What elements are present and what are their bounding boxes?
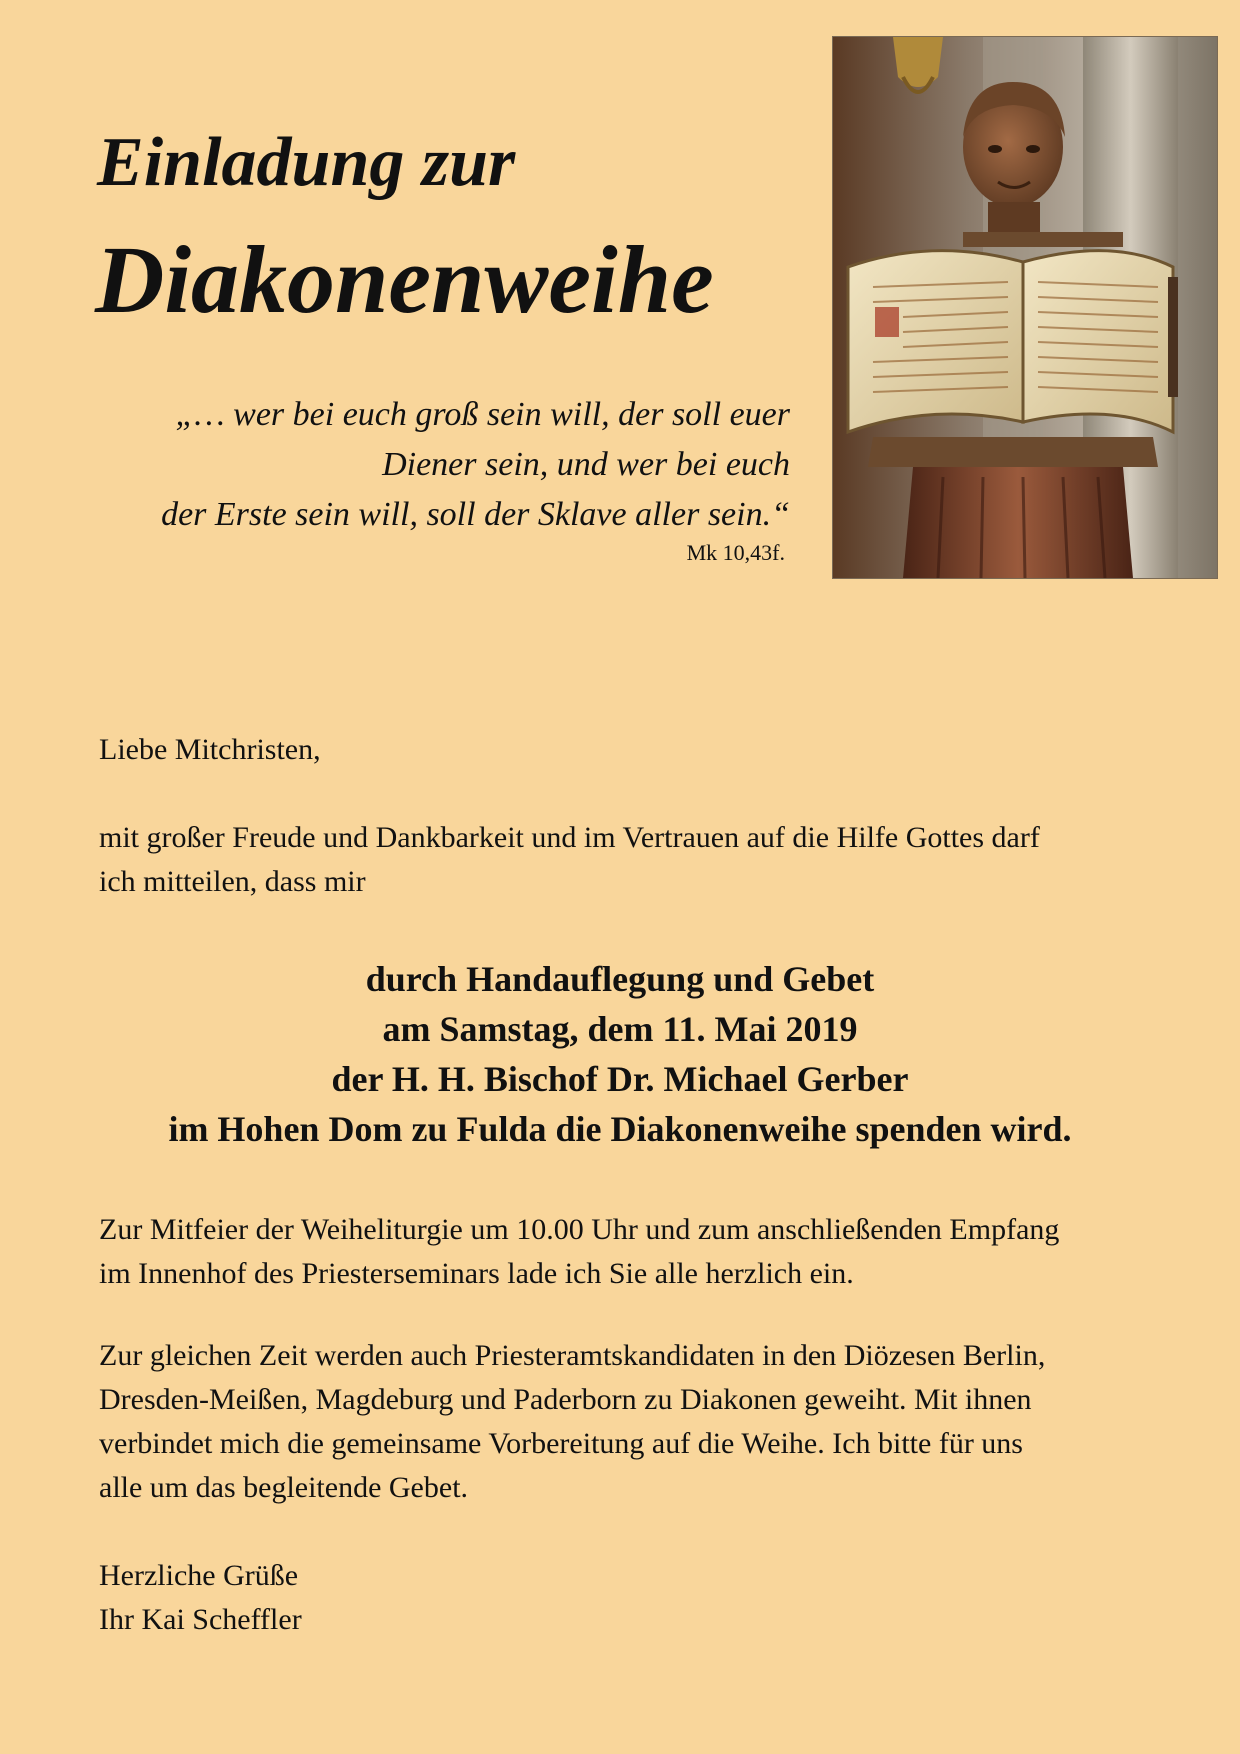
closing-block (99, 1554, 1179, 1642)
dioceses-paragraph (99, 1334, 1179, 1510)
dioceses-line: alle um das begleitende Gebet. (99, 1471, 469, 1504)
highlight-line: am Samstag, dem 11. Mai 2019 (382, 1009, 858, 1049)
intro-line: ich mitteilen, dass mir (99, 865, 366, 898)
dioceses-line: verbindet mich die gemeinsame Vorbereitung auf die Weihe. Ich bitte für uns (99, 1427, 1023, 1460)
quote-line: „… wer bei euch groß sein will, der soll euer (175, 396, 790, 433)
quote-line: Diener sein, und wer bei euch (382, 446, 790, 483)
invitation-line: im Innenhof des Priesterseminars lade ich Sie alle herzlich ein. (99, 1257, 854, 1290)
ordination-details (0, 954, 1240, 1154)
closing: Herzliche Grüße (99, 1559, 299, 1592)
highlight-line: der H. H. Bischof Dr. Michael Gerber (331, 1059, 909, 1099)
quote-line: der Erste sein will, soll der Sklave aller sein.“ (161, 496, 790, 533)
title-line-2: Diakonenweihe (95, 226, 714, 333)
greeting: Liebe Mitchristen, (99, 733, 321, 766)
intro-line: mit großer Freude und Dankbarkeit und im Vertrauen auf die Hilfe Gottes darf (99, 821, 1040, 854)
highlight-line: im Hohen Dom zu Fulda die Diakonenweihe spenden wird. (168, 1109, 1072, 1149)
signature: Ihr Kai Scheffler (99, 1603, 302, 1636)
dioceses-line: Zur gleichen Zeit werden auch Priesteramtskandidaten in den Diözesen Berlin, (99, 1339, 1046, 1372)
highlight-line: durch Handauflegung und Gebet (365, 959, 875, 999)
invitation-paragraph (99, 1208, 1179, 1296)
intro-paragraph (99, 816, 1179, 904)
invitation-line: Zur Mitfeier der Weiheliturgie um 10.00 Uhr und zum anschließenden Empfang (99, 1213, 1060, 1246)
title-line-1: Einladung zur (97, 124, 516, 201)
bible-quote (97, 390, 790, 540)
quote-citation: Mk 10,43f. (686, 540, 785, 565)
dioceses-line: Dresden-Meißen, Magdeburg und Paderborn zu Diakonen geweiht. Mit ihnen (99, 1383, 1032, 1416)
lectern-photo (832, 36, 1218, 579)
